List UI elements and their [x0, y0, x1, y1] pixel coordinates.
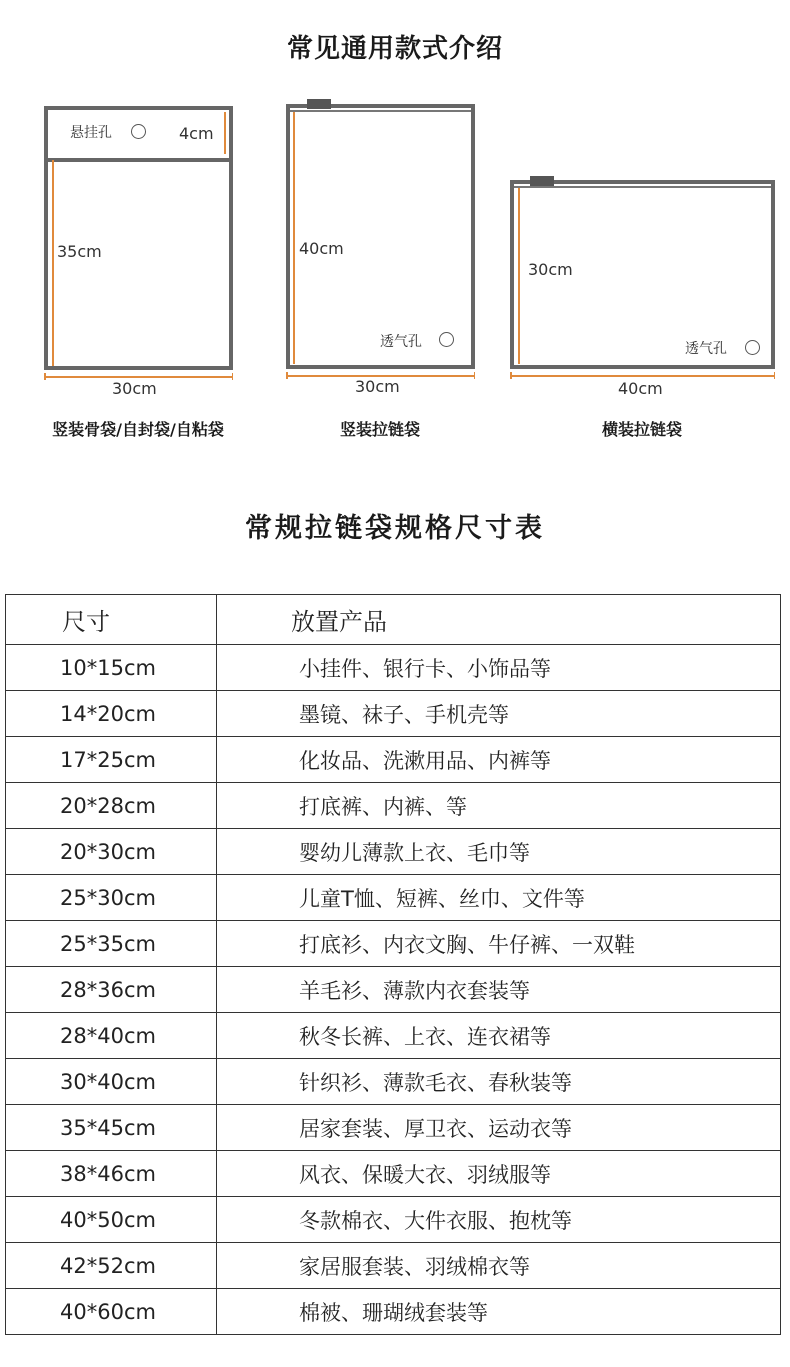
table-row: [6, 1289, 781, 1335]
products-cell: 儿童T恤、短裤、丝巾、文件等: [217, 875, 781, 921]
size-cell: 30*40cm: [6, 1059, 217, 1105]
products-cell: 墨镜、袜子、手机壳等: [217, 691, 781, 737]
table-row: [6, 783, 781, 829]
products-cell: 家居服套装、羽绒棉衣等: [217, 1243, 781, 1289]
bag-outline: [286, 104, 475, 369]
height-dimension: [518, 188, 520, 364]
header-size: 尺寸: [6, 595, 217, 645]
height-label: 40cm: [299, 239, 344, 258]
size-cell: 40*60cm: [6, 1289, 217, 1335]
table-row: [6, 875, 781, 921]
size-cell: 14*20cm: [6, 691, 217, 737]
height-dimension: [293, 112, 295, 364]
size-cell: 20*28cm: [6, 783, 217, 829]
width-label: 30cm: [355, 377, 400, 396]
size-cell: 42*52cm: [6, 1243, 217, 1289]
products-cell: 风衣、保暖大衣、羽绒服等: [217, 1151, 781, 1197]
table-row: [6, 737, 781, 783]
bag-outline: [44, 106, 233, 370]
table-row: [6, 691, 781, 737]
table-row: [6, 1197, 781, 1243]
hang-hole-label: 悬挂孔: [70, 125, 112, 141]
size-cell: 20*30cm: [6, 829, 217, 875]
size-cell: 17*25cm: [6, 737, 217, 783]
height-dimension: [52, 160, 54, 366]
vent-hole-label: 透气孔: [380, 334, 422, 350]
header-products: 放置产品: [217, 595, 781, 645]
height-label: 30cm: [528, 260, 573, 279]
table-row: [6, 1151, 781, 1197]
vent-hole-label: 透气孔: [685, 341, 727, 357]
size-cell: 38*46cm: [6, 1151, 217, 1197]
top-height-label: 4cm: [179, 124, 214, 143]
products-cell: 打底衫、内衣文胸、牛仔裤、一双鞋: [217, 921, 781, 967]
width-label: 40cm: [618, 379, 663, 398]
zipper-slider-icon: [307, 99, 331, 109]
zipper-slider-icon: [530, 176, 554, 186]
products-cell: 秋冬长裤、上衣、连衣裙等: [217, 1013, 781, 1059]
size-cell: 10*15cm: [6, 645, 217, 691]
top-height-dimension: [224, 112, 226, 154]
size-cell: 25*35cm: [6, 921, 217, 967]
products-cell: 居家套装、厚卫衣、运动衣等: [217, 1105, 781, 1151]
table-row: [6, 967, 781, 1013]
table-row: [6, 1243, 781, 1289]
table-row: [6, 921, 781, 967]
products-cell: 小挂件、银行卡、小饰品等: [217, 645, 781, 691]
size-cell: 40*50cm: [6, 1197, 217, 1243]
products-cell: 羊毛衫、薄款内衣套装等: [217, 967, 781, 1013]
products-cell: 针织衫、薄款毛衣、春秋装等: [217, 1059, 781, 1105]
seal-line: [48, 158, 229, 162]
vent-hole-icon: [745, 340, 760, 355]
size-cell: 28*36cm: [6, 967, 217, 1013]
products-cell: 婴幼儿薄款上衣、毛巾等: [217, 829, 781, 875]
height-label: 35cm: [57, 242, 102, 261]
width-label: 30cm: [112, 379, 157, 398]
products-cell: 冬款棉衣、大件衣服、抱枕等: [217, 1197, 781, 1243]
products-cell: 化妆品、洗漱用品、内裤等: [217, 737, 781, 783]
table-header-row: [6, 595, 781, 645]
table-row: [6, 829, 781, 875]
section-title-styles: 常见通用款式介绍: [286, 34, 503, 64]
table-row: [6, 1105, 781, 1151]
size-cell: 35*45cm: [6, 1105, 217, 1151]
size-cell: 28*40cm: [6, 1013, 217, 1059]
size-cell: 25*30cm: [6, 875, 217, 921]
hang-hole-icon: [131, 124, 146, 139]
products-cell: 打底裤、内裤、等: [217, 783, 781, 829]
table-row: [6, 1013, 781, 1059]
width-dimension: [44, 376, 233, 378]
table-row: [6, 1059, 781, 1105]
section-title-size-table: 常规拉链袋规格尺寸表: [245, 513, 545, 544]
zipper-line: [290, 110, 471, 112]
width-dimension: [510, 375, 775, 377]
size-spec-table: [5, 594, 781, 1335]
bag-caption: 竖装骨袋/自封袋/自粘袋: [52, 420, 224, 439]
vent-hole-icon: [439, 332, 454, 347]
table-row: [6, 645, 781, 691]
products-cell: 棉被、珊瑚绒套装等: [217, 1289, 781, 1335]
bag-caption: 横装拉链袋: [601, 420, 682, 439]
bag-caption: 竖装拉链袋: [339, 420, 420, 439]
zipper-line: [514, 186, 771, 188]
